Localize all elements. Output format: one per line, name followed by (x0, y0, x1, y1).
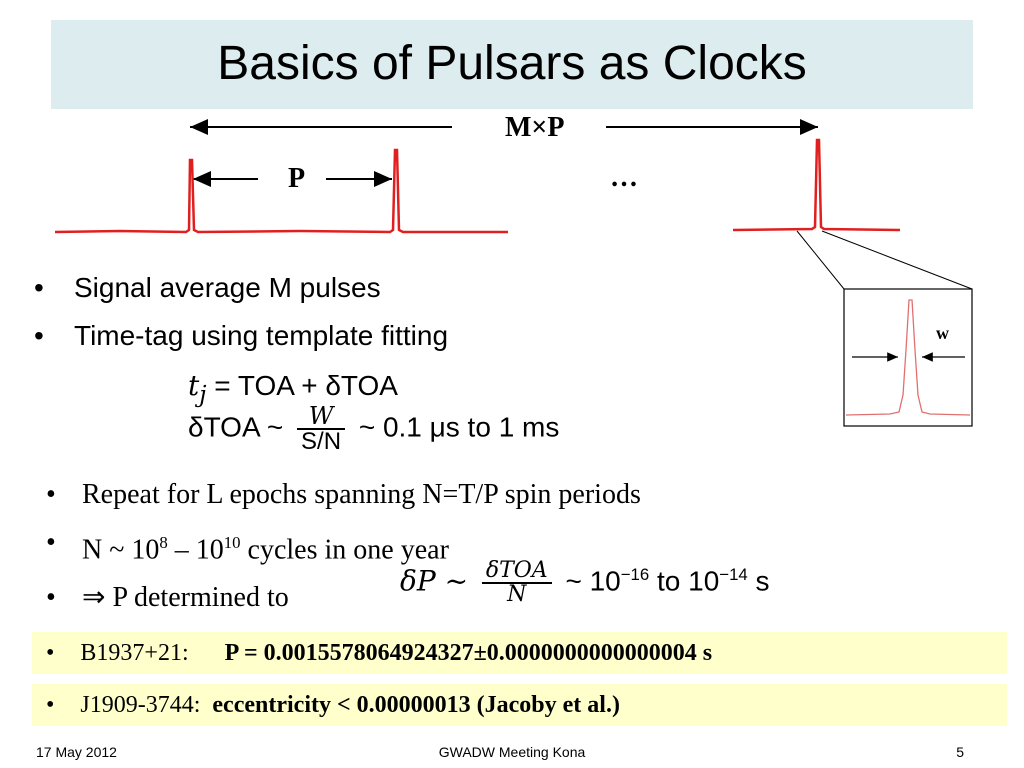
toa-lhs-sub: j (199, 379, 207, 408)
cycles-exp2: 10 (223, 533, 241, 552)
footer-event: GWADW Meeting Kona (438, 744, 586, 760)
cycles-mid: – 10 (167, 534, 224, 566)
highlight-j1909 (32, 684, 1007, 726)
bullet-p-determined: • ⇒ P determined to (46, 574, 641, 622)
dtoa-rhs: ~ 0.1 μs to 1 ms (358, 411, 560, 443)
toa-lhs: t (188, 369, 200, 402)
top-bullets (34, 264, 448, 360)
highlight-j1909-bullet: • (46, 692, 55, 718)
dtoa-numerator: W (297, 404, 345, 430)
dp-rhs-a: ~ 10 (565, 565, 621, 597)
highlight-j1909-text (46, 692, 620, 719)
toa-rhs: = TOA + δTOA (214, 370, 398, 401)
highlight-b1937-text (46, 640, 712, 667)
dp-lhs: δP ~ (400, 564, 469, 598)
dp-rhs-c: s (747, 565, 770, 597)
dtoa-fraction (297, 404, 345, 454)
dp-fraction (482, 560, 552, 606)
dp-numerator: δTOA (482, 560, 552, 584)
highlight-b1937-value: P = 0.0015578064924327±0.0000000000000004 s (224, 640, 713, 666)
slide-title: Basics of Pulsars as Clocks (217, 37, 807, 90)
dp-denominator: N (507, 582, 527, 607)
bullet-repeat-epochs: • Repeat for L epochs spanning N=T/P spin periods (46, 471, 641, 519)
footer-page-number: 5 (956, 744, 964, 760)
highlight-b1937-bullet: • (46, 640, 55, 666)
dtoa-denominator: S/N (301, 428, 342, 455)
bullet-signal-average: • Signal average M pulses (34, 264, 448, 312)
toa-equation (188, 369, 398, 408)
dtoa-equation (188, 404, 559, 454)
ellipsis-label: … (610, 162, 638, 193)
period-label: P (288, 163, 306, 194)
zoom-line-right (822, 231, 972, 289)
highlight-b1937 (32, 632, 1007, 674)
highlight-j1909-name: J1909-3744: (80, 692, 201, 718)
cycles-suffix: cycles in one year (240, 534, 449, 566)
cycles-prefix: N ~ 10 (82, 534, 160, 566)
cycles-exp1: 8 (159, 533, 168, 552)
dtoa-lhs: δTOA ~ (188, 411, 284, 443)
pulse-trace-1 (55, 150, 508, 232)
zoom-line-left (797, 231, 844, 289)
width-label: w (936, 323, 949, 343)
dp-exp-a: −16 (620, 565, 650, 585)
span-label: M×P (505, 112, 565, 143)
footer-date: 17 May 2012 (36, 744, 117, 760)
dp-exp-b: −14 (719, 565, 748, 585)
dp-equation (400, 560, 770, 606)
dp-rhs-b: to 10 (649, 565, 720, 597)
highlight-b1937-name: B1937+21: (80, 640, 189, 666)
pulse-trace-2 (733, 140, 900, 230)
highlight-j1909-value: eccentricity < 0.00000013 (Jacoby et al.) (212, 692, 620, 718)
bullet-time-tag: • Time-tag using template fitting (34, 312, 448, 360)
